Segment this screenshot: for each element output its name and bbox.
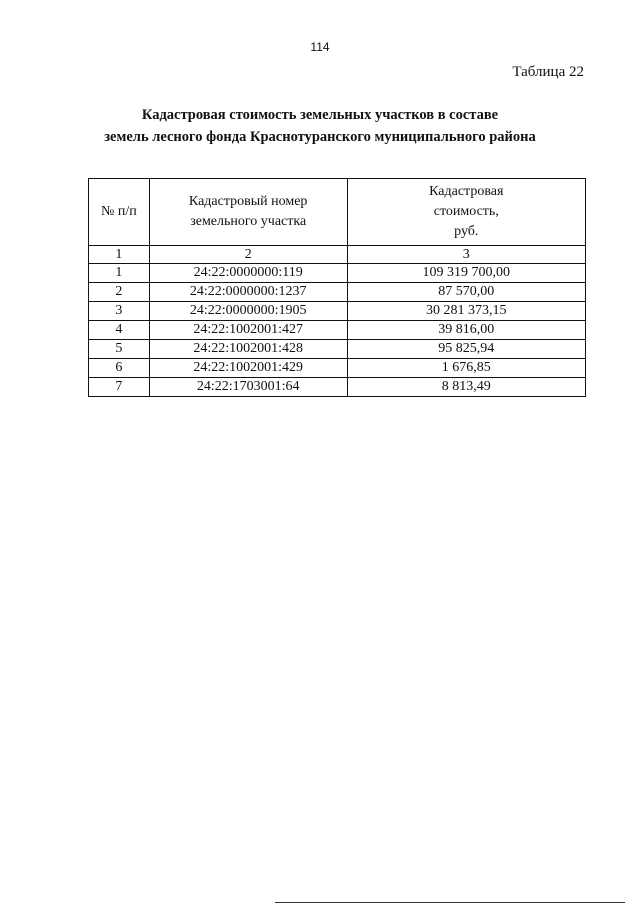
table-row bbox=[89, 321, 586, 340]
cadastral-value-cell: 39 816,00 bbox=[347, 321, 585, 340]
header-cell-number: № п/п bbox=[89, 179, 150, 246]
row-index-cell: 6 bbox=[89, 359, 150, 378]
table-row bbox=[89, 340, 586, 359]
table-label: Таблица 22 bbox=[512, 64, 584, 80]
row-index-cell: 7 bbox=[89, 378, 150, 397]
row-index-cell: 4 bbox=[89, 321, 150, 340]
row-index-cell: 3 bbox=[89, 302, 150, 321]
page-number: 114 bbox=[310, 40, 330, 54]
title-line-1: Кадастровая стоимость земельных участков в составе bbox=[141, 107, 499, 123]
column-number: 3 bbox=[347, 246, 585, 264]
cadastral-value-cell: 1 676,85 bbox=[347, 359, 585, 378]
cadastral-value-cell: 95 825,94 bbox=[347, 340, 585, 359]
cadastral-value-cell: 8 813,49 bbox=[347, 378, 585, 397]
cadastral-number-cell: 24:22:1002001:429 bbox=[149, 359, 347, 378]
cadastral-value-cell: 87 570,00 bbox=[347, 283, 585, 302]
cadastral-value-cell: 30 281 373,15 bbox=[347, 302, 585, 321]
footer-divider bbox=[275, 902, 625, 903]
cadastral-value-cell: 109 319 700,00 bbox=[347, 264, 585, 283]
cadastral-value-table bbox=[88, 178, 586, 397]
table-row bbox=[89, 359, 586, 378]
header-cell-cadastral-number: Кадастровый номер земельного участка bbox=[149, 179, 347, 246]
cadastral-number-cell: 24:22:1002001:428 bbox=[149, 340, 347, 359]
column-number: 1 bbox=[89, 246, 150, 264]
row-index-cell: 5 bbox=[89, 340, 150, 359]
header-cell-cadastral-value: Кадастровая стоимость, руб. bbox=[347, 179, 585, 246]
column-number: 2 bbox=[149, 246, 347, 264]
row-index-cell: 2 bbox=[89, 283, 150, 302]
cadastral-number-cell: 24:22:0000000:1237 bbox=[149, 283, 347, 302]
row-index-cell: 1 bbox=[89, 264, 150, 283]
cadastral-number-cell: 24:22:1002001:427 bbox=[149, 321, 347, 340]
cadastral-number-cell: 24:22:1703001:64 bbox=[149, 378, 347, 397]
table-row bbox=[89, 264, 586, 283]
document-title bbox=[0, 104, 640, 148]
table-row bbox=[89, 283, 586, 302]
table-row bbox=[89, 378, 586, 397]
table-row bbox=[89, 302, 586, 321]
cadastral-number-cell: 24:22:0000000:1905 bbox=[149, 302, 347, 321]
title-line-2: земель лесного фонда Краснотуранского муниципального района bbox=[104, 129, 536, 145]
column-number-row bbox=[89, 246, 586, 264]
cadastral-number-cell: 24:22:0000000:119 bbox=[149, 264, 347, 283]
header-row bbox=[89, 179, 586, 246]
